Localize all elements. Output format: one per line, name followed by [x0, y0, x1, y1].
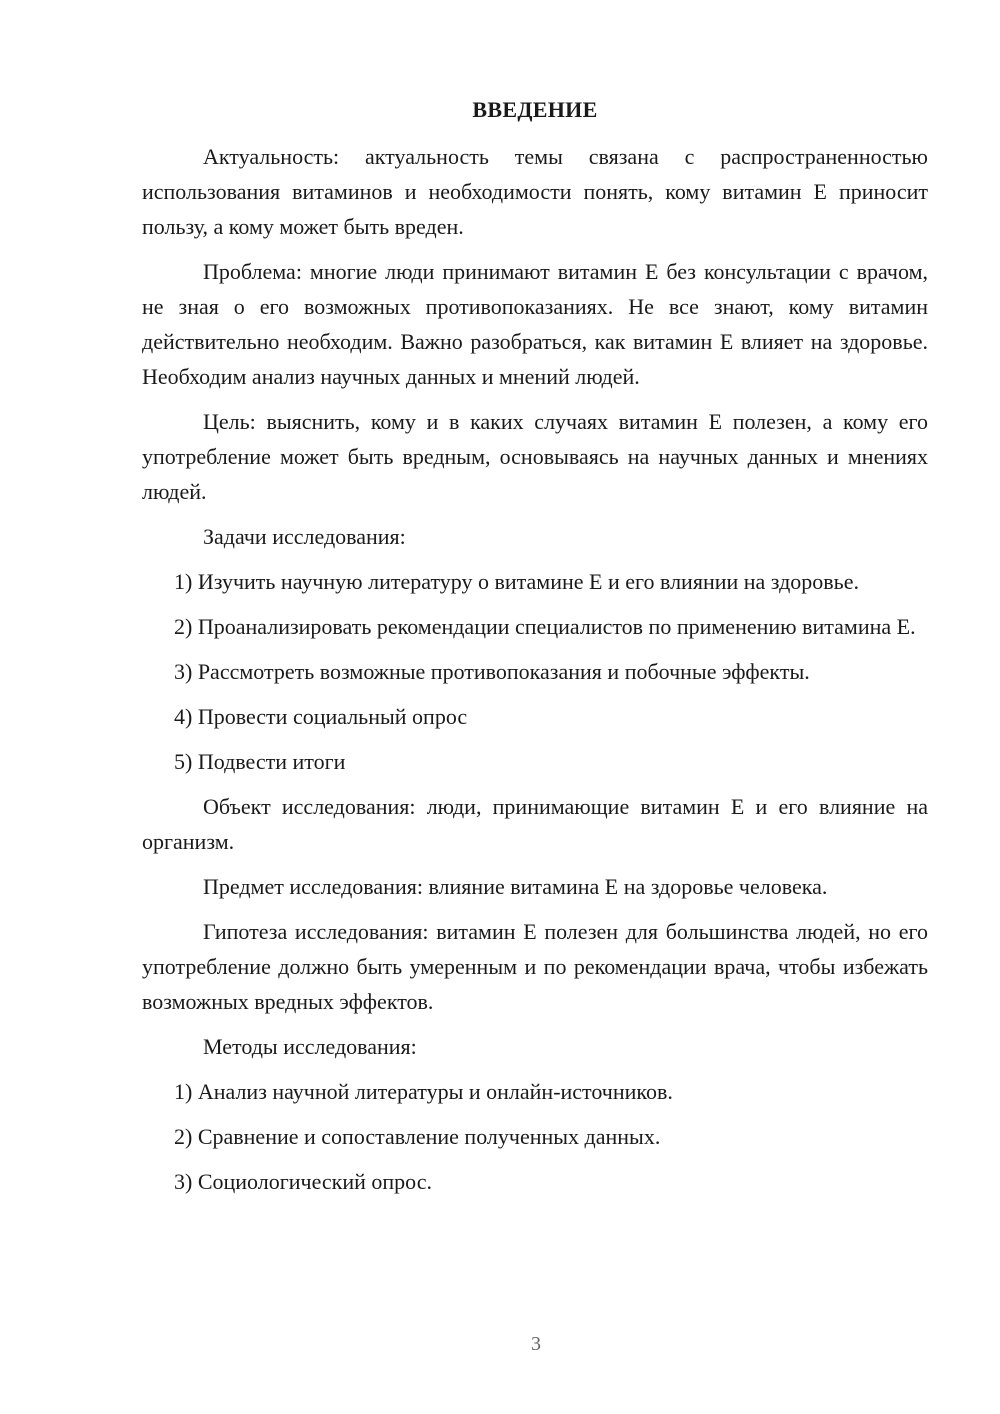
method-item-2: 2) Сравнение и сопоставление полученных данных.	[174, 1124, 661, 1149]
object-paragraph: Объект исследования: люди, принимающие витамин Е и его влияние на организм.	[142, 794, 928, 854]
method-item-3: 3) Социологический опрос.	[174, 1169, 432, 1194]
relevance-paragraph: Актуальность: актуальность темы связана с распространенностью использования витаминов и необходимости понять, кому витамин Е приносит пользу, а кому может быть вреден.	[142, 144, 928, 239]
goal-paragraph: Цель: выяснить, кому и в каких случаях витамин Е полезен, а кому его употребление может быть вредным, основываясь на научных данных и мнениях людей.	[142, 409, 928, 504]
subject-paragraph: Предмет исследования: влияние витамина Е на здоровье человека.	[203, 874, 828, 899]
section-title: ВВЕДЕНИЕ	[472, 97, 598, 122]
task-item-4: 4) Провести социальный опрос	[174, 704, 468, 729]
problem-paragraph: Проблема: многие люди принимают витамин Е без консультации с врачом, не зная о его возможных противопоказаниях. Не все знают, кому витамин действительно необходим. Важно разобраться, как витамин Е влияет на здоровье. Необходим анализ научных данных и мнений людей.	[142, 259, 928, 389]
hypothesis-paragraph: Гипотеза исследования: витамин Е полезен для большинства людей, но его употребление должно быть умеренным и по рекомендации врача, чтобы избежать возможных вредных эффектов.	[142, 919, 928, 1014]
task-item-1: 1) Изучить научную литературу о витамине Е и его влиянии на здоровье.	[174, 569, 859, 594]
task-item-3: 3) Рассмотреть возможные противопоказания и побочные эффекты.	[174, 659, 810, 684]
methods-heading: Методы исследования:	[203, 1034, 417, 1059]
tasks-heading: Задачи исследования:	[203, 524, 406, 549]
document-page	[142, 92, 928, 1209]
task-item-2: 2) Проанализировать рекомендации специалистов по применению витамина Е.	[174, 614, 916, 639]
page-number: 3	[531, 1333, 541, 1355]
task-item-5: 5) Подвести итоги	[174, 749, 346, 774]
method-item-1: 1) Анализ научной литературы и онлайн-источников.	[174, 1079, 673, 1104]
